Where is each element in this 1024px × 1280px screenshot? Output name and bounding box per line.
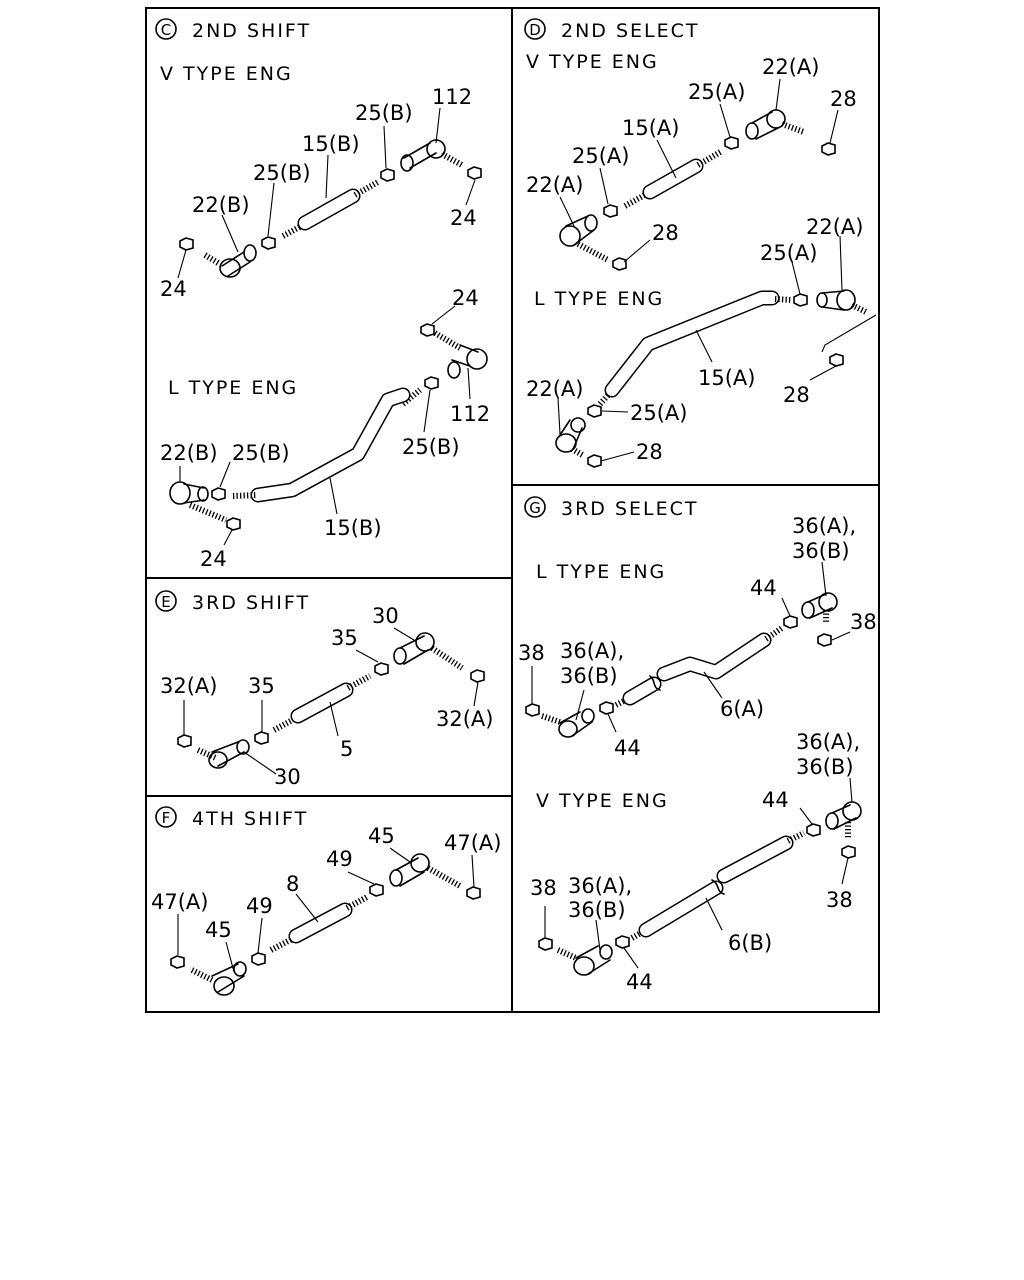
panel-c-v-label-22b: 22(B) — [192, 193, 250, 217]
panel-d-l-label-25a-left: 25(A) — [630, 401, 688, 425]
panel-f-label-47a-right: 47(A) — [444, 831, 502, 855]
panel-d-l-label-28-right: 28 — [783, 383, 810, 407]
panel-2nd-select — [525, 19, 876, 467]
panel-d-v-type-label: V TYPE ENG — [526, 51, 659, 73]
panel-d-l-label-25a-right: 25(A) — [760, 241, 818, 265]
panel-c-l-label-25b-left: 25(B) — [232, 441, 290, 465]
panel-d-v-label-15a: 15(A) — [622, 116, 680, 140]
panel-e-label-32a-left: 32(A) — [160, 674, 218, 698]
panel-e-label-5: 5 — [340, 737, 354, 761]
panel-c-v-label-24-right: 24 — [450, 206, 477, 230]
panel-c-v-label-25b-lower: 25(B) — [253, 161, 311, 185]
panel-c-v-label-25b-upper: 25(B) — [355, 101, 413, 125]
panel-c-l-type-label: L TYPE ENG — [168, 377, 299, 399]
panel-d-v-label-25a-top: 25(A) — [688, 80, 746, 104]
panel-c-title: 2ND SHIFT — [192, 20, 312, 42]
panel-2nd-shift — [156, 19, 490, 571]
panel-g-l-type-label: L TYPE ENG — [536, 561, 667, 583]
panel-d-l-label-22a-right: 22(A) — [806, 215, 864, 239]
panel-g-v-label-36ab-right-b: 36(B) — [796, 755, 854, 779]
panel-c-l-label-15b: 15(B) — [324, 516, 382, 540]
panel-g-l-label-44-right: 44 — [750, 576, 777, 600]
panel-f-label-49-left: 49 — [246, 894, 273, 918]
panel-c-l-label-22b: 22(B) — [160, 441, 218, 465]
panel-c-v-label-15b: 15(B) — [302, 132, 360, 156]
panel-g-v-label-6b: 6(B) — [728, 931, 773, 955]
panel-f-label-47a-left: 47(A) — [151, 890, 209, 914]
panel-3rd-shift — [156, 591, 493, 789]
panel-c-l-label-24-top: 24 — [452, 286, 479, 310]
panel-g-v-type-label: V TYPE ENG — [536, 790, 669, 812]
panel-d-l-label-28-bottom: 28 — [636, 440, 663, 464]
panel-c-v-label-24-left: 24 — [160, 277, 187, 301]
panel-e-label-35-right: 35 — [331, 626, 358, 650]
panel-g-l-label-6a: 6(A) — [720, 697, 765, 721]
panel-d-v-label-22a-left: 22(A) — [526, 173, 584, 197]
panel-g-l-label-38-right: 38 — [850, 610, 877, 634]
panel-d-letter: D — [529, 21, 541, 39]
panel-d-v-label-28-top: 28 — [830, 87, 857, 111]
panel-g-v-label-36ab-left-a: 36(A), — [568, 874, 633, 898]
panel-f-label-45-bottom: 45 — [205, 918, 232, 942]
panel-g-v-label-36ab-right-a: 36(A), — [796, 730, 861, 754]
panel-e-title: 3RD SHIFT — [192, 592, 311, 614]
panel-g-l-label-36ab-right-a: 36(A), — [792, 514, 857, 538]
panel-d-l-label-22a-left: 22(A) — [526, 377, 584, 401]
panel-c-l-label-25b-right: 25(B) — [402, 435, 460, 459]
panel-c-letter: C — [160, 21, 172, 39]
diagram-frame — [146, 8, 879, 1012]
panel-e-label-35-left: 35 — [248, 674, 275, 698]
panel-c-l-assembly — [170, 324, 487, 530]
panel-g-v-label-36ab-left-b: 36(B) — [568, 898, 626, 922]
panel-g-l-label-44-left: 44 — [614, 736, 641, 760]
panel-g-v-label-38-right: 38 — [826, 888, 853, 912]
panel-d-l-leaders — [558, 236, 842, 461]
panel-e-label-30-top: 30 — [372, 604, 399, 628]
panel-f-letter: F — [161, 809, 171, 827]
panel-g-l-label-36ab-right-b: 36(B) — [792, 539, 850, 563]
panel-f-label-49-right: 49 — [326, 847, 353, 871]
panel-4th-shift — [151, 807, 501, 995]
panel-f-label-45-top: 45 — [368, 824, 395, 848]
panel-g-l-label-36ab-left-a: 36(A), — [560, 639, 625, 663]
panel-g-l-label-38-left: 38 — [518, 641, 545, 665]
panel-c-l-label-112: 112 — [450, 402, 491, 426]
panel-g-l-label-36ab-left-b: 36(B) — [560, 664, 618, 688]
panel-d-v-label-22a-top: 22(A) — [762, 55, 820, 79]
panel-f-label-8: 8 — [286, 872, 300, 896]
panel-g-v-label-38-left: 38 — [530, 876, 557, 900]
panel-g-v-label-44-right: 44 — [762, 788, 789, 812]
panel-e-label-32a-right: 32(A) — [436, 707, 494, 731]
panel-3rd-select — [518, 497, 877, 994]
panel-d-l-label-15a: 15(A) — [698, 366, 756, 390]
panel-d-l-type-label: L TYPE ENG — [534, 288, 665, 310]
panel-g-title: 3RD SELECT — [561, 498, 699, 520]
panel-g-letter: G — [529, 499, 541, 517]
panel-g-v-label-44-left: 44 — [626, 970, 653, 994]
panel-d-v-label-28-bottom: 28 — [652, 221, 679, 245]
panel-c-l-leaders — [180, 306, 470, 545]
panel-d-v-label-25a-left: 25(A) — [572, 144, 630, 168]
panel-d-title: 2ND SELECT — [561, 20, 700, 42]
panel-c-v-label-112: 112 — [432, 85, 473, 109]
panel-e-letter: E — [161, 593, 171, 611]
panel-e-assembly — [178, 633, 484, 768]
panel-f-title: 4TH SHIFT — [192, 808, 309, 830]
panel-c-v-type-label: V TYPE ENG — [160, 63, 293, 85]
panel-e-label-30-bottom: 30 — [274, 765, 301, 789]
panel-c-l-label-24-bottom: 24 — [200, 547, 227, 571]
